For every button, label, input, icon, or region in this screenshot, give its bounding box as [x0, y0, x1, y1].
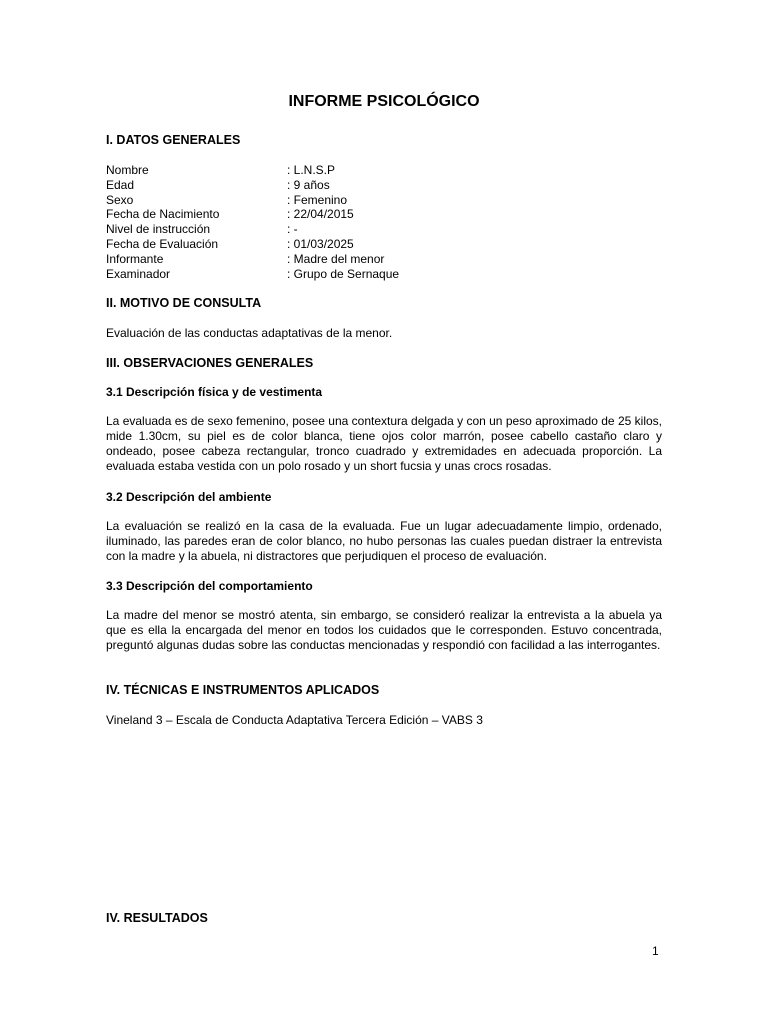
field-row-informante	[106, 252, 666, 267]
subsection-heading-fisica: 3.1 Descripción física y de vestimenta	[106, 385, 323, 399]
field-value: : 22/04/2015	[287, 207, 354, 222]
field-row-fecha-nacimiento	[106, 207, 666, 222]
field-label: Nombre	[106, 163, 149, 177]
field-row-edad	[106, 178, 666, 193]
field-label: Informante	[106, 251, 164, 266]
tecnicas-text: Vineland 3 – Escala de Conducta Adaptativa Tercera Edición – VABS 3	[106, 713, 483, 727]
section-heading-tecnicas: IV. TÉCNICAS E INSTRUMENTOS APLICADOS	[106, 683, 380, 697]
field-label: Examinador	[106, 266, 171, 281]
paragraph-ambiente: La evaluación se realizó en la casa de la evaluada. Fue un lugar adecuadamente limpio, ordenado, iluminado, las paredes eran de color blanco, no hubo personas las cuales puedan distraer la entrevista con la madre y la abuela, ni distractores que perjudiquen el proceso de evaluación.	[106, 519, 662, 563]
paragraph-fisica: La evaluada es de sexo femenino, posee una contextura delgada y con un peso aproximado de 25 kilos, mide 1.30cm, su piel es de color blanca, tiene ojos color marrón, posee cabello castaño claro y ondeado, posee cabeza rectangular, tronco cuadrado y extremidades en adecuada proporción. La evaluada estaba vestida con un polo rosado y un short fucsia y unas crocs rosadas.	[106, 414, 662, 473]
datos-generales-list	[106, 163, 666, 281]
paragraph-comportamiento: La madre del menor se mostró atenta, sin embargo, se consideró realizar la entrevista a la abuela ya que es ella la encargada del menor en todos los cuidados que le corresponden. Estuvo concentrada, preguntó algunas dudas sobre las conductas mencionadas y respondió con facilidad a las interrogantes.	[106, 608, 662, 652]
field-value: : L.N.S.P	[287, 163, 336, 177]
field-value: : Grupo de Sernaque	[287, 266, 400, 281]
field-value: : 9 años	[287, 177, 330, 192]
field-label: Nivel de instrucción	[106, 222, 211, 237]
field-row-nombre	[106, 163, 666, 178]
document-title: INFORME PSICOLÓGICO	[288, 93, 480, 110]
field-value: : 01/03/2025	[287, 236, 354, 251]
motivo-text: Evaluación de las conductas adaptativas de la menor.	[106, 326, 393, 340]
field-row-sexo	[106, 193, 666, 208]
field-label: Sexo	[106, 192, 134, 207]
field-row-examinador	[106, 267, 666, 282]
field-row-nivel-instruccion	[106, 222, 666, 237]
field-label: Fecha de Nacimiento	[106, 207, 220, 222]
subsection-heading-ambiente: 3.2 Descripción del ambiente	[106, 490, 272, 504]
field-label: Fecha de Evaluación	[106, 236, 219, 251]
section-heading-observaciones: III. OBSERVACIONES GENERALES	[106, 356, 314, 370]
page-number: 1	[652, 944, 659, 958]
section-heading-motivo: II. MOTIVO DE CONSULTA	[106, 296, 262, 310]
field-value: : Madre del menor	[287, 251, 385, 266]
field-row-fecha-evaluacion	[106, 237, 666, 252]
section-heading-resultados: IV. RESULTADOS	[106, 911, 208, 925]
field-label: Edad	[106, 177, 135, 192]
subsection-heading-comportamiento: 3.3 Descripción del comportamiento	[106, 579, 313, 593]
section-heading-datos-generales: I. DATOS GENERALES	[106, 133, 241, 147]
field-value: : -	[287, 222, 298, 237]
field-value: : Femenino	[287, 192, 348, 207]
